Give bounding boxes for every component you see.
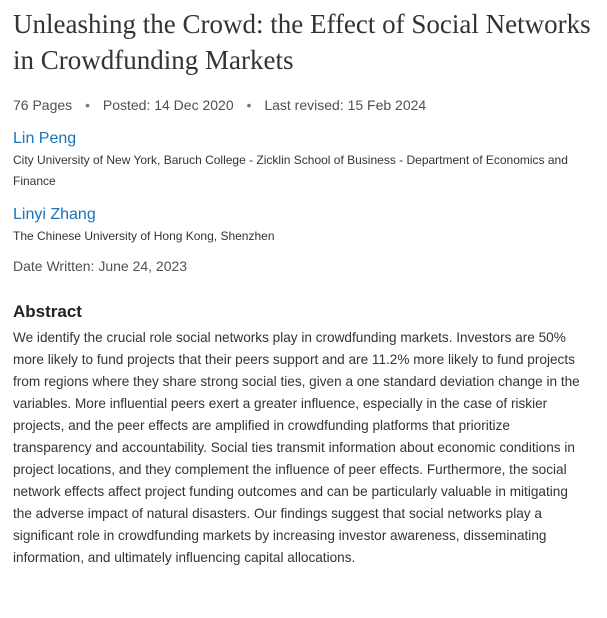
page-count: 76 Pages	[13, 97, 73, 113]
author-link-lin-peng[interactable]: Lin Peng	[13, 130, 77, 147]
author-affiliation: City University of New York, Baruch College - Zicklin School of Business - Department of Economics and Finance	[13, 153, 568, 188]
date-written: Date Written: June 24, 2023	[13, 258, 188, 274]
paper-meta	[13, 95, 593, 115]
meta-separator: •	[246, 97, 252, 113]
author-affiliation: The Chinese University of Hong Kong, Shenzhen	[13, 229, 275, 243]
author-block	[13, 128, 593, 192]
meta-separator: •	[85, 97, 90, 113]
abstract-heading: Abstract	[13, 302, 82, 321]
author-link-linyi-zhang[interactable]: Linyi Zhang	[13, 206, 96, 223]
paper-page	[13, 6, 593, 569]
author-block	[13, 204, 593, 247]
abstract-text: We identify the crucial role social networks play in crowdfunding markets. Investors are 50% more likely to fund projects that their peers support and are 11.2% more likely to fund projects from regions where they share strong social ties, given a one standard deviation change in the variables. More influential peers exert a greater influence, especially in the case of riskier projects, and the peer effects are amplified in crowdfunding platforms that prioritize transparency and accountability. Social ties transmit information about economic conditions in project locations, and they complement the influence of peer effects. Furthermore, the social network effects affect project funding outcomes and can be particularly valuable in mitigating the adverse impact of natural disasters. Our findings suggest that social networks play a significant role in crowdfunding markets by increasing investor awareness, disseminating information, and ultimately influencing capital allocations.	[13, 330, 580, 565]
paper-title: Unleashing the Crowd: the Effect of Social Networks in Crowdfunding Markets	[13, 9, 591, 75]
posted-date: Posted: 14 Dec 2020	[102, 97, 234, 113]
last-revised-date: Last revised: 15 Feb 2024	[264, 97, 427, 113]
